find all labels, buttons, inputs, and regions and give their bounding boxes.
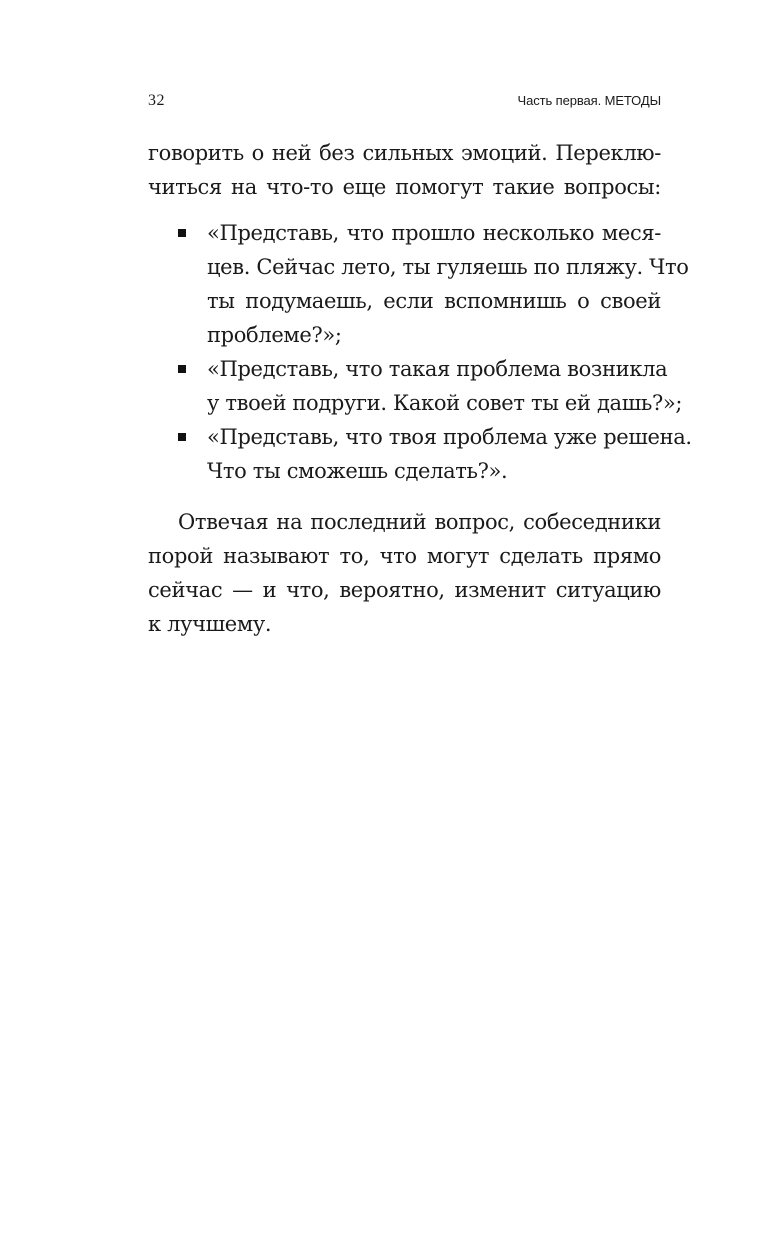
square-bullet-icon [178,433,186,441]
square-bullet-icon [178,229,186,237]
text-line: Что ты сможешь сделать?». [207,459,508,483]
page-body [148,136,692,641]
text-line: «Представь, что твоя проблема уже решена. [207,425,692,449]
paragraph-1 [148,136,661,204]
text-line: ты подумаешь, если вспомнишь о своей [207,289,661,313]
list-item [148,352,683,420]
text-line: у твоей подруги. Какой совет ты ей дашь?»; [207,391,683,415]
text-line: к лучшему. [148,612,272,636]
page-header [148,92,661,112]
text-line: цев. Сейчас лето, ты гуляешь по пляжу. Что [207,255,689,279]
running-head: Часть первая. МЕТОДЫ [517,93,661,108]
page-number: 32 [148,92,165,109]
text-line: «Представь, что прошло несколько меся- [207,221,661,245]
text-line: сейчас — и что, вероятно, изменит ситуацию [148,578,661,602]
bullet-list [148,216,692,488]
text-line: читься на что-то еще помогут такие вопросы: [148,175,661,199]
paragraph-2 [148,505,661,641]
text-line: проблеме?»; [207,323,342,347]
text-line: говорить о ней без сильных эмоций. Переклю- [148,141,661,165]
square-bullet-icon [178,365,186,373]
text-line: Отвечая на последний вопрос, собеседники [178,510,661,534]
text-line: «Представь, что такая проблема возникла [207,357,668,381]
list-item [148,216,689,352]
text-line: порой называют то, что могут сделать прямо [148,544,661,568]
list-item [148,420,692,488]
